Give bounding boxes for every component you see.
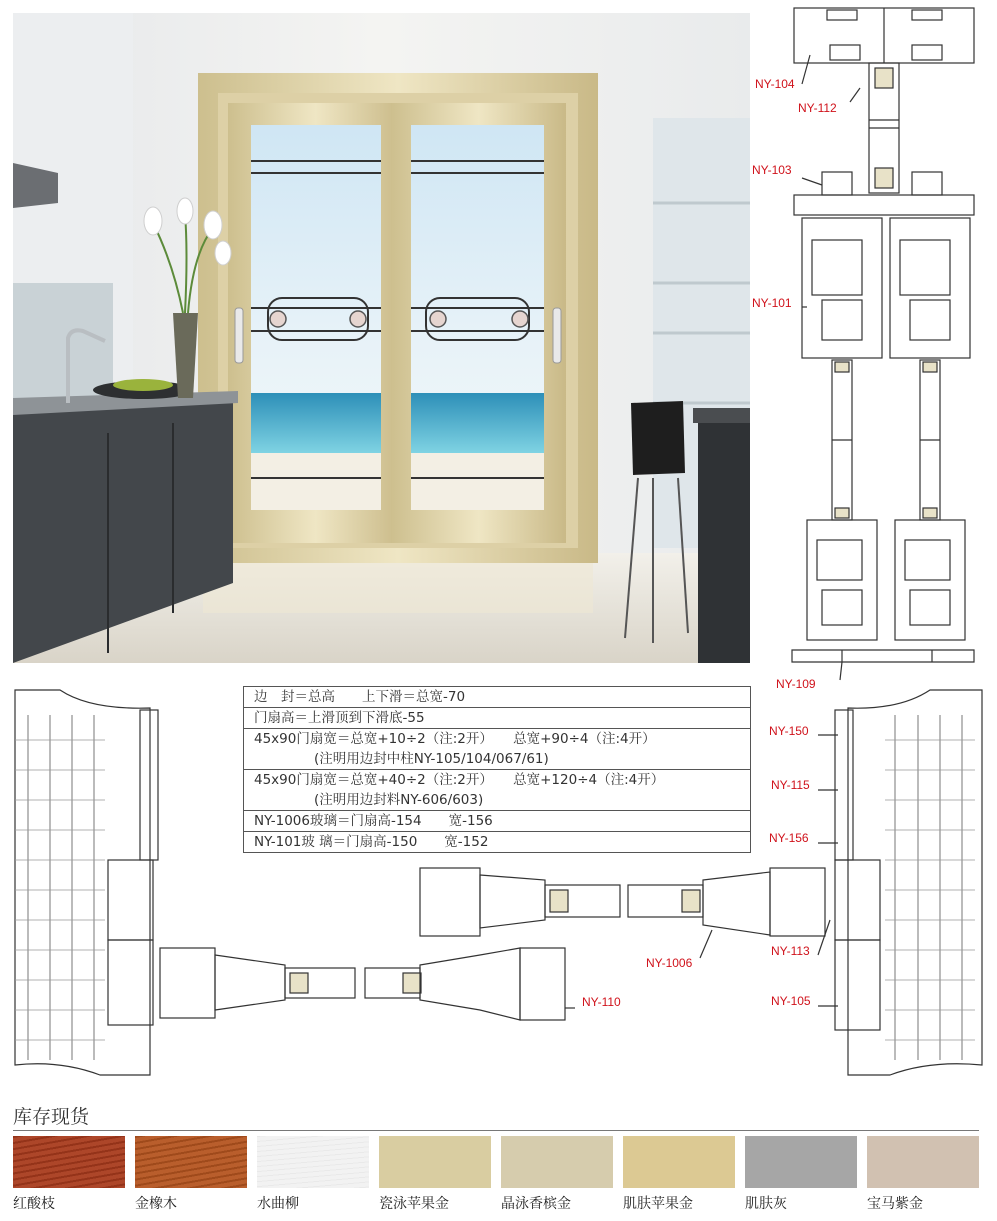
- ny104-label: NY-104: [755, 77, 795, 91]
- stock-section-title: 库存现货: [13, 1106, 90, 1128]
- swatch-3: [379, 1136, 491, 1188]
- kitchen-sliding-door-image: [13, 13, 750, 663]
- horizontal-section-drawing: [0, 680, 997, 1085]
- swatch-label-5: 肌肤苹果金: [623, 1196, 693, 1212]
- horizontal-section-diagram: [0, 680, 997, 1085]
- vertical-section-drawing: [752, 0, 992, 700]
- swatch-7: [867, 1136, 979, 1188]
- swatch-6: [745, 1136, 857, 1188]
- formula-row-6: NY-101玻 璃＝门扇高-150 宽-152: [244, 832, 751, 853]
- swatch-label-7: 宝马紫金: [867, 1196, 923, 1212]
- vertical-profile-diagram: [752, 0, 992, 700]
- ny103-label: NY-103: [752, 163, 792, 177]
- formula-row-4-note: (注明用边封料NY-606/603): [314, 792, 484, 808]
- formula-row-3-main: 45x90门扇宽＝总宽+10÷2（注:2开） 总宽+90÷4（注:4开）: [254, 731, 656, 747]
- ny156-label: NY-156: [769, 831, 809, 845]
- ny112-label: NY-112: [798, 101, 837, 115]
- ny1006-label: NY-1006: [646, 956, 693, 970]
- swatch-5: [623, 1136, 735, 1188]
- stock-divider: [13, 1130, 979, 1131]
- swatch-1: [135, 1136, 247, 1188]
- formula-row-2: 门扇高＝上滑顶到下滑底-55: [244, 708, 751, 729]
- product-photo: [13, 13, 750, 663]
- formula-row-1: 边 封＝总高 上下滑＝总宽-70: [244, 687, 751, 708]
- formula-row-5: NY-1006玻璃＝门扇高-154 宽-156: [244, 811, 751, 832]
- swatch-label-1: 金橡木: [135, 1196, 177, 1212]
- swatch-label-3: 瓷泳苹果金: [379, 1196, 449, 1212]
- ny110-label: NY-110: [582, 995, 621, 1009]
- formula-row-4-main: 45x90门扇宽＝总宽+40÷2（注:2开） 总宽+120÷4（注:4开）: [254, 772, 665, 788]
- swatch-label-2: 水曲柳: [257, 1196, 299, 1212]
- swatch-4: [501, 1136, 613, 1188]
- swatch-0: [13, 1136, 125, 1188]
- formula-row-3-note: (注明用边封中柱NY-105/104/067/61): [314, 751, 549, 767]
- swatch-2: [257, 1136, 369, 1188]
- ny113-label: NY-113: [771, 944, 810, 958]
- swatch-label-0: 红酸枝: [13, 1196, 55, 1212]
- ny150-label: NY-150: [769, 724, 809, 738]
- ny115-label: NY-115: [771, 778, 810, 792]
- ny101-label: NY-101: [752, 296, 792, 310]
- ny109-label: NY-109: [776, 677, 816, 691]
- ny105-label: NY-105: [771, 994, 811, 1008]
- swatch-label-4: 晶泳香槟金: [501, 1196, 571, 1212]
- swatch-label-6: 肌肤灰: [745, 1196, 787, 1212]
